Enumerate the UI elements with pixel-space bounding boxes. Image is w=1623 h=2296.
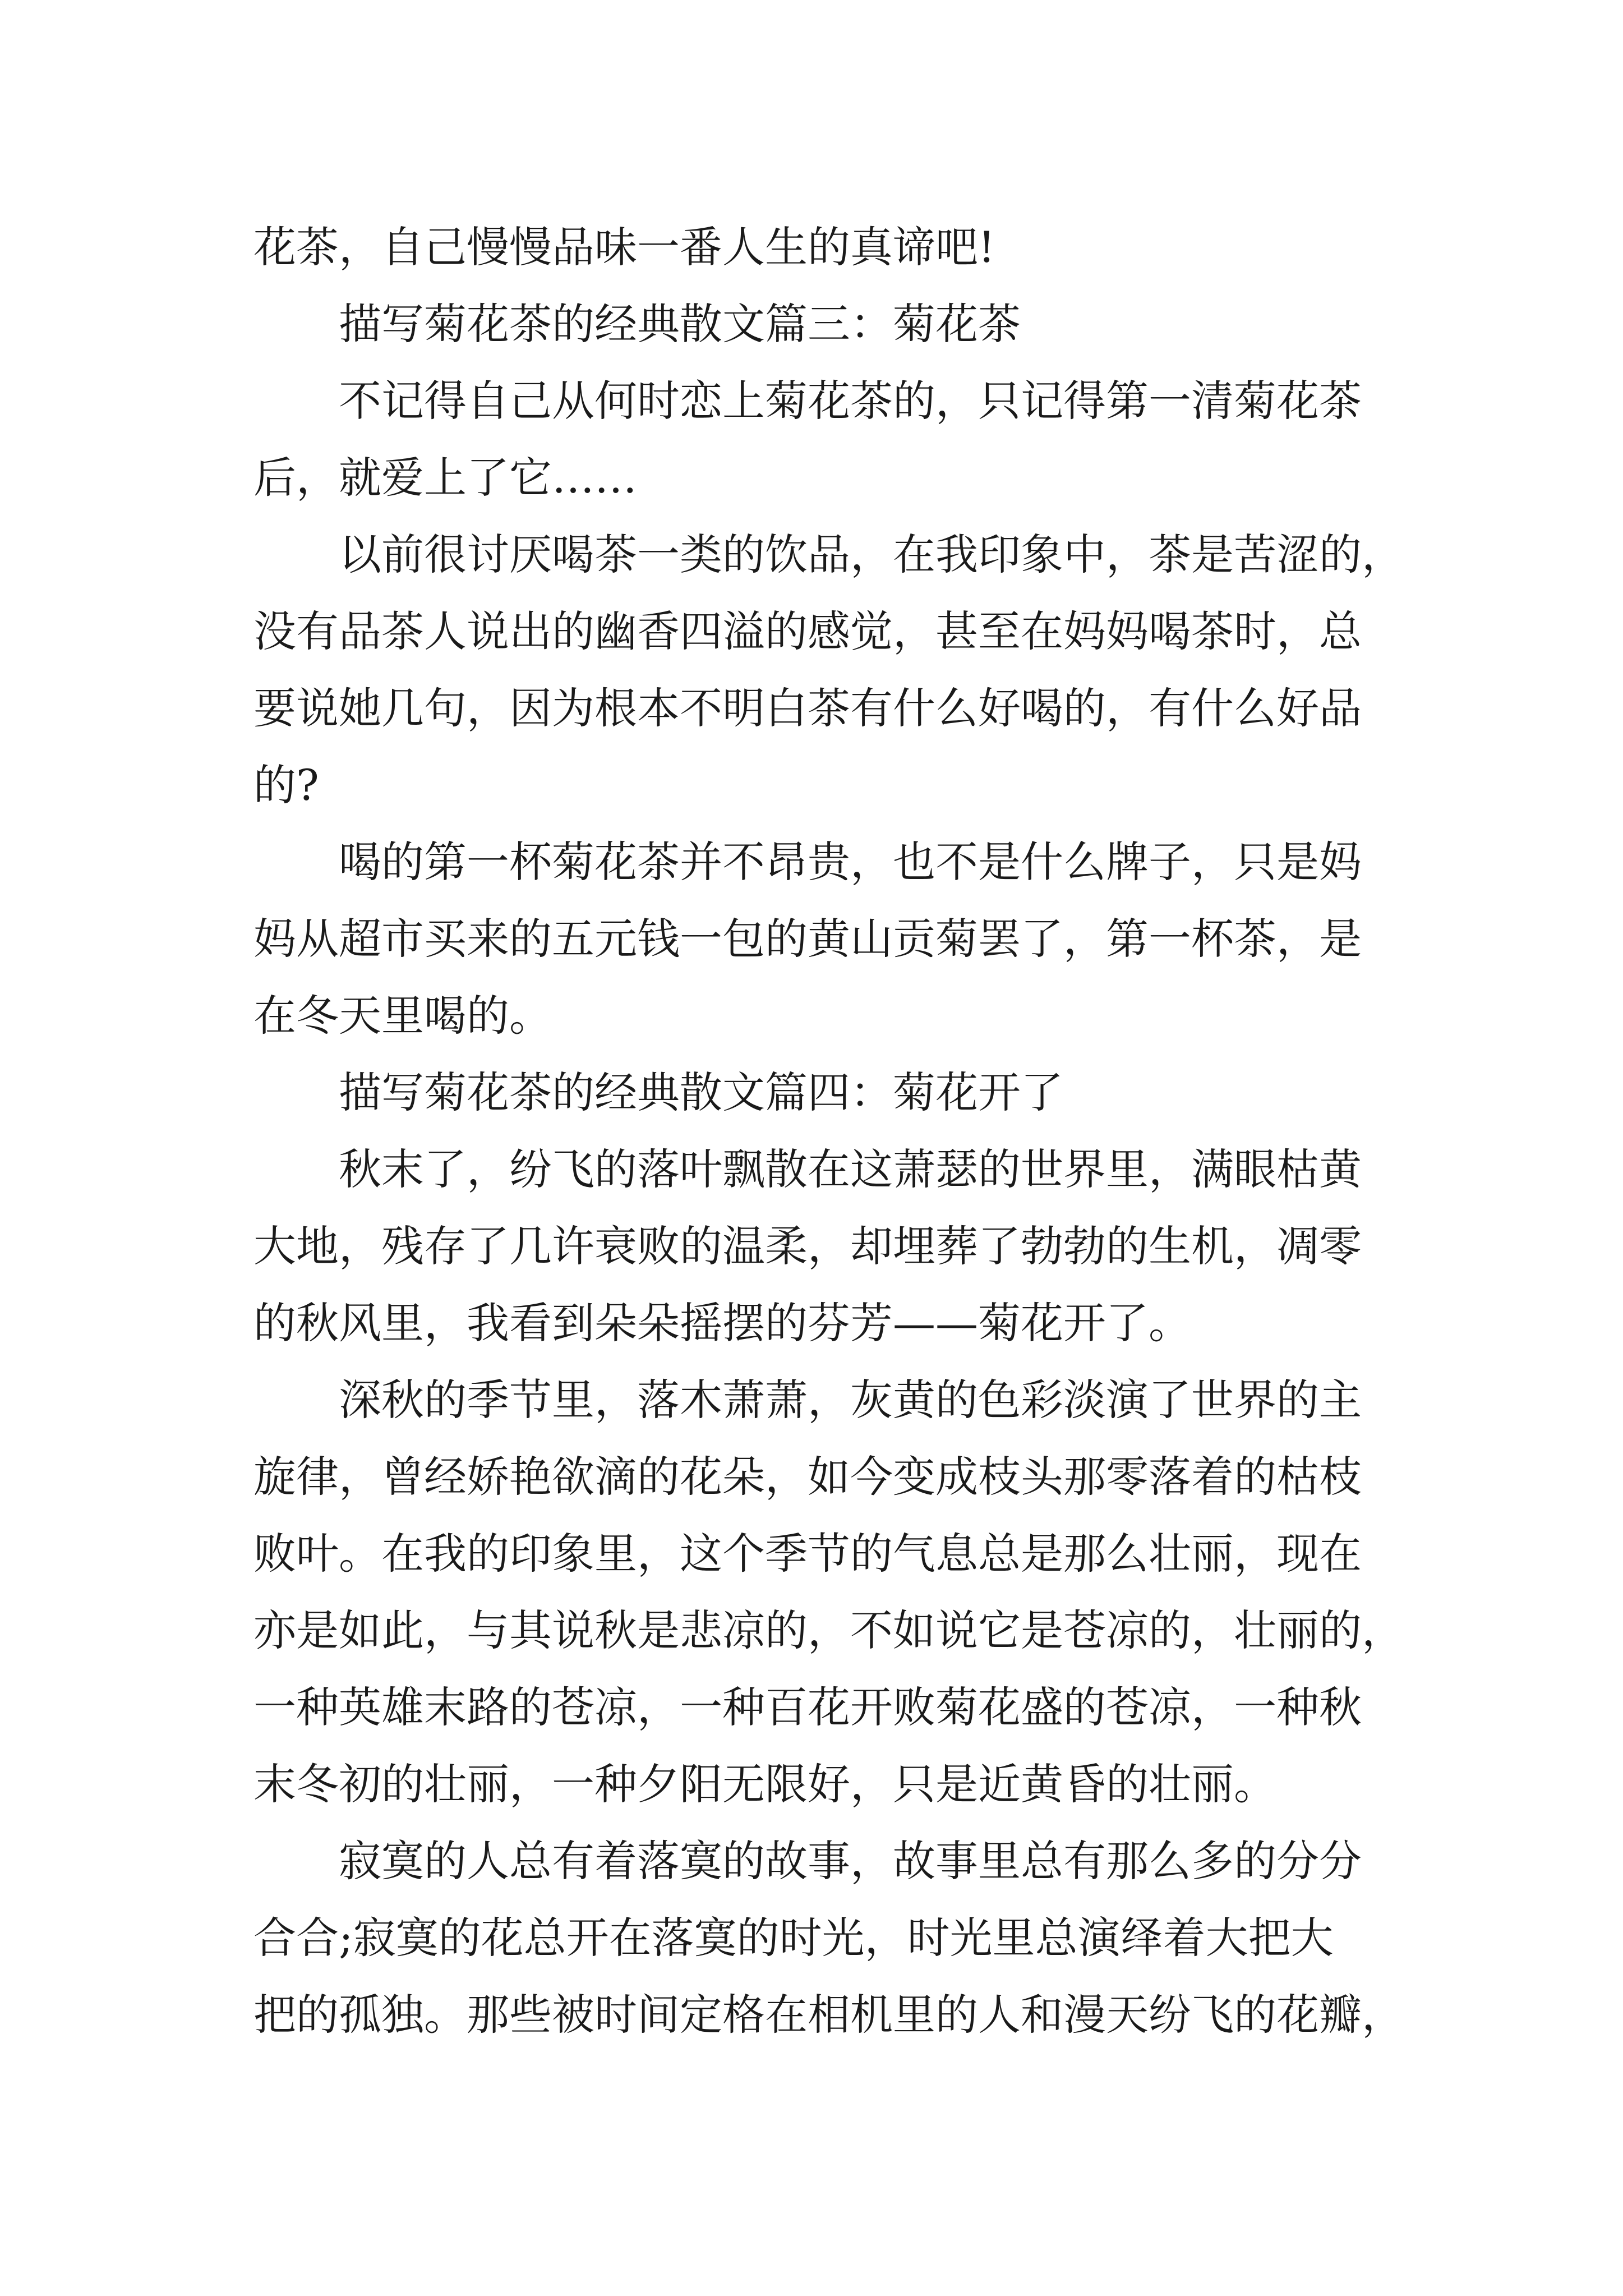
text-line: 把的孤独。那些被时间定格在相机里的人和漫天纷飞的花瓣， — [253, 1990, 1404, 2040]
heading-text: 描写菊花茶的经典散文篇四：菊花开了 — [339, 1068, 1063, 1117]
paragraph — [253, 516, 1404, 823]
text-line: 深秋的季节里，落木萧萧，灰黄的色彩淡演了世界的主 — [339, 1375, 1362, 1425]
text-line: 在冬天里喝的。 — [253, 991, 552, 1041]
text-line: 寂寞的人总有着落寞的故事，故事里总有那么多的分分 — [339, 1836, 1362, 1886]
section-heading — [253, 286, 1376, 362]
text-line: 旋律，曾经娇艳欲滴的花朵，如今变成枝头那零落着的枯枝 — [253, 1452, 1362, 1502]
paragraph — [253, 1361, 1404, 1823]
paragraph — [253, 1131, 1376, 1361]
text-line: 末冬初的壮丽，一种夕阳无限好，只是近黄昏的壮丽。 — [253, 1759, 1276, 1809]
paragraph — [253, 823, 1376, 1054]
text-line: 一种英雄末路的苍凉，一种百花开败菊花盛的苍凉，一种秋 — [253, 1682, 1362, 1732]
text-line: 后，就爱上了它…… — [253, 453, 637, 503]
text-line: 败叶。在我的印象里，这个季节的气息总是那么壮丽，现在 — [253, 1529, 1362, 1579]
text-line: 大地，残存了几许衰败的温柔，却埋葬了勃勃的生机，凋零 — [253, 1221, 1362, 1271]
text-line: 要说她几句，因为根本不明白茶有什么好喝的，有什么好品 — [253, 683, 1362, 733]
paragraph — [253, 1823, 1404, 2053]
text-line: 秋末了，纷飞的落叶飘散在这萧瑟的世界里，满眼枯黄 — [339, 1144, 1362, 1194]
text-line: 亦是如此，与其说秋是悲凉的，不如说它是苍凉的，壮丽的， — [253, 1605, 1404, 1655]
paragraph — [253, 209, 1376, 286]
text-line: 花茶，自己慢慢品味一番人生的真谛吧! — [253, 222, 995, 272]
text-line: 合合;寂寞的花总开在落寞的时光，时光里总演绎着大把大 — [253, 1913, 1334, 1963]
text-line: 的秋风里，我看到朵朵摇摆的芬芳——菊花开了。 — [253, 1298, 1191, 1348]
heading-text: 描写菊花茶的经典散文篇三：菊花茶 — [339, 299, 1021, 349]
document-body — [253, 209, 1404, 2053]
text-line: 喝的第一杯菊花茶并不昂贵，也不是什么牌子，只是妈 — [339, 837, 1362, 887]
section-heading — [253, 1054, 1376, 1131]
text-line: 不记得自己从何时恋上菊花茶的，只记得第一清菊花茶 — [339, 376, 1362, 426]
paragraph — [253, 362, 1376, 516]
text-line: 妈从超市买来的五元钱一包的黄山贡菊罢了，第一杯茶，是 — [253, 914, 1362, 964]
text-line: 以前很讨厌喝茶一类的饮品，在我印象中，茶是苦涩的， — [339, 530, 1404, 579]
text-line: 的? — [253, 760, 319, 810]
text-line: 没有品茶人说出的幽香四溢的感觉，甚至在妈妈喝茶时，总 — [253, 606, 1362, 656]
